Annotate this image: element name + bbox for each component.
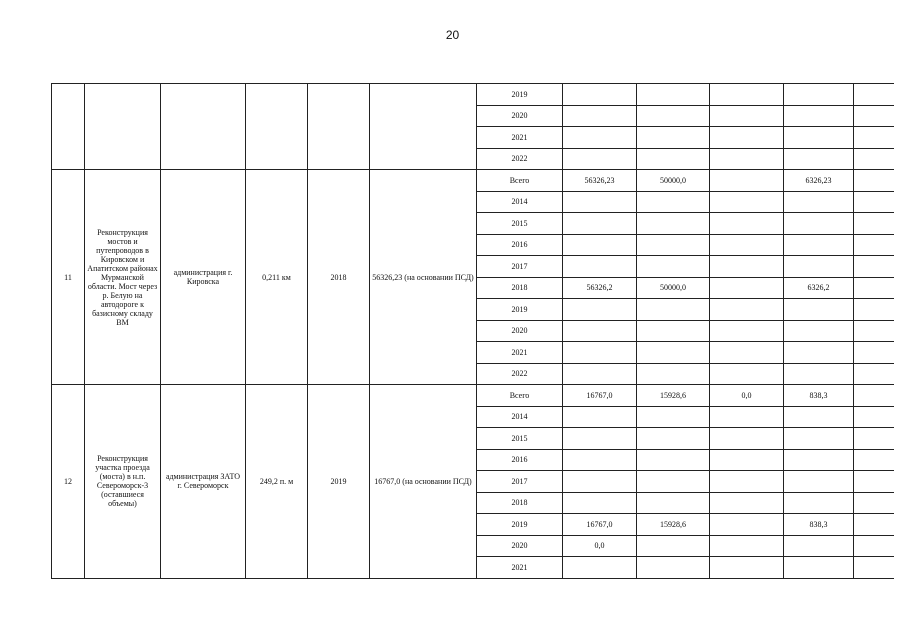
municipal-budget-cell xyxy=(784,127,854,149)
extra-cell xyxy=(854,406,894,428)
extra-cell xyxy=(854,320,894,342)
regional-budget-cell xyxy=(710,234,784,256)
municipal-budget-cell: 838,3 xyxy=(784,385,854,407)
total-cell xyxy=(563,449,637,471)
objects-table xyxy=(51,83,894,579)
regional-budget-cell xyxy=(710,105,784,127)
municipal-budget-cell: 6326,2 xyxy=(784,277,854,299)
regional-budget-cell xyxy=(710,428,784,450)
year-cell: 2021 xyxy=(477,557,563,579)
federal-budget-cell xyxy=(637,320,710,342)
extra-cell xyxy=(854,428,894,450)
table-row xyxy=(52,170,894,192)
extra-cell xyxy=(854,127,894,149)
name-cell xyxy=(85,84,161,170)
regional-budget-cell xyxy=(710,299,784,321)
municipal-budget-cell xyxy=(784,213,854,235)
regional-budget-cell xyxy=(710,148,784,170)
regional-budget-cell xyxy=(710,471,784,493)
federal-budget-cell xyxy=(637,363,710,385)
year-cell: 2022 xyxy=(477,148,563,170)
table-row xyxy=(52,385,894,407)
total-cell xyxy=(563,234,637,256)
year-cell: Всего xyxy=(477,170,563,192)
municipal-budget-cell xyxy=(784,234,854,256)
year-cell: 2020 xyxy=(477,320,563,342)
extra-cell xyxy=(854,535,894,557)
total-cell xyxy=(563,84,637,106)
extra-cell xyxy=(854,234,894,256)
regional-budget-cell: 0,0 xyxy=(710,385,784,407)
municipal-budget-cell xyxy=(784,535,854,557)
extra-cell xyxy=(854,170,894,192)
municipal-budget-cell xyxy=(784,449,854,471)
municipal-budget-cell xyxy=(784,471,854,493)
total-cell: 16767,0 xyxy=(563,385,637,407)
regional-budget-cell xyxy=(710,277,784,299)
total-cell xyxy=(563,342,637,364)
year-cell: 2016 xyxy=(477,234,563,256)
municipal-budget-cell: 838,3 xyxy=(784,514,854,536)
year-cell: 2014 xyxy=(477,191,563,213)
municipal-budget-cell xyxy=(784,406,854,428)
total-cell xyxy=(563,363,637,385)
year-cell: 2015 xyxy=(477,428,563,450)
customer-cell xyxy=(161,84,246,170)
year-cell: 2017 xyxy=(477,256,563,278)
object-capacity: 0,211 км xyxy=(246,170,308,385)
extra-cell xyxy=(854,342,894,364)
regional-budget-cell xyxy=(710,363,784,385)
total-cell xyxy=(563,471,637,493)
municipal-budget-cell xyxy=(784,428,854,450)
year-cell: 2019 xyxy=(477,84,563,106)
federal-budget-cell xyxy=(637,471,710,493)
year-cell: 2015 xyxy=(477,213,563,235)
extra-cell xyxy=(854,105,894,127)
period-cell xyxy=(308,84,370,170)
year-cell: 2021 xyxy=(477,342,563,364)
federal-budget-cell xyxy=(637,105,710,127)
object-number: 12 xyxy=(52,385,85,579)
object-period: 2019 xyxy=(308,385,370,579)
federal-budget-cell xyxy=(637,148,710,170)
year-cell: 2019 xyxy=(477,299,563,321)
federal-budget-cell xyxy=(637,492,710,514)
regional-budget-cell xyxy=(710,514,784,536)
regional-budget-cell xyxy=(710,213,784,235)
total-cell xyxy=(563,406,637,428)
federal-budget-cell xyxy=(637,213,710,235)
extra-cell xyxy=(854,514,894,536)
object-period: 2018 xyxy=(308,170,370,385)
extra-cell xyxy=(854,213,894,235)
cost-cell xyxy=(370,84,477,170)
federal-budget-cell xyxy=(637,535,710,557)
extra-cell xyxy=(854,191,894,213)
year-cell: 2020 xyxy=(477,105,563,127)
object-customer: администрация ЗАТО г. Североморск xyxy=(161,385,246,579)
federal-budget-cell xyxy=(637,406,710,428)
total-cell xyxy=(563,320,637,342)
year-cell: 2017 xyxy=(477,471,563,493)
extra-cell xyxy=(854,299,894,321)
regional-budget-cell xyxy=(710,256,784,278)
regional-budget-cell xyxy=(710,342,784,364)
extra-cell xyxy=(854,492,894,514)
municipal-budget-cell xyxy=(784,191,854,213)
regional-budget-cell xyxy=(710,557,784,579)
total-cell: 56326,2 xyxy=(563,277,637,299)
municipal-budget-cell xyxy=(784,363,854,385)
total-cell: 16767,0 xyxy=(563,514,637,536)
year-cell: 2020 xyxy=(477,535,563,557)
extra-cell xyxy=(854,277,894,299)
extra-cell xyxy=(854,385,894,407)
object-name: Реконструкция мостов и путепроводов в Кировском и Апатитском районах Мурманской области. Мост через р. Белую на автодороге к базисному складу ВМ xyxy=(85,170,161,385)
federal-budget-cell: 15928,6 xyxy=(637,385,710,407)
federal-budget-cell: 50000,0 xyxy=(637,170,710,192)
capacity-cell xyxy=(246,84,308,170)
extra-cell xyxy=(854,256,894,278)
total-cell xyxy=(563,127,637,149)
federal-budget-cell xyxy=(637,191,710,213)
municipal-budget-cell xyxy=(784,557,854,579)
extra-cell xyxy=(854,363,894,385)
federal-budget-cell xyxy=(637,428,710,450)
municipal-budget-cell xyxy=(784,342,854,364)
total-cell xyxy=(563,191,637,213)
total-cell xyxy=(563,256,637,278)
municipal-budget-cell xyxy=(784,84,854,106)
federal-budget-cell xyxy=(637,342,710,364)
municipal-budget-cell xyxy=(784,148,854,170)
federal-budget-cell xyxy=(637,234,710,256)
regional-budget-cell xyxy=(710,492,784,514)
municipal-budget-cell: 6326,23 xyxy=(784,170,854,192)
extra-cell xyxy=(854,84,894,106)
year-cell: 2018 xyxy=(477,277,563,299)
extra-cell xyxy=(854,449,894,471)
year-cell: 2016 xyxy=(477,449,563,471)
object-cost: 56326,23 (на основании ПСД) xyxy=(370,170,477,385)
federal-budget-cell xyxy=(637,256,710,278)
municipal-budget-cell xyxy=(784,105,854,127)
total-cell: 56326,23 xyxy=(563,170,637,192)
regional-budget-cell xyxy=(710,406,784,428)
year-cell: 2022 xyxy=(477,363,563,385)
number-cell xyxy=(52,84,85,170)
total-cell xyxy=(563,492,637,514)
total-cell xyxy=(563,148,637,170)
page-number: 20 xyxy=(445,28,460,42)
extra-cell xyxy=(854,557,894,579)
year-cell: Всего xyxy=(477,385,563,407)
object-cost: 16767,0 (на основании ПСД) xyxy=(370,385,477,579)
table-row xyxy=(52,84,894,106)
federal-budget-cell: 15928,6 xyxy=(637,514,710,536)
federal-budget-cell: 50000,0 xyxy=(637,277,710,299)
federal-budget-cell xyxy=(637,557,710,579)
extra-cell xyxy=(854,148,894,170)
year-cell: 2014 xyxy=(477,406,563,428)
regional-budget-cell xyxy=(710,127,784,149)
regional-budget-cell xyxy=(710,84,784,106)
federal-budget-cell xyxy=(637,449,710,471)
object-name: Реконструкция участка проезда (моста) в н.п. Североморск-3 (оставшиеся объемы) xyxy=(85,385,161,579)
object-customer: администрация г. Кировска xyxy=(161,170,246,385)
total-cell xyxy=(563,557,637,579)
federal-budget-cell xyxy=(637,84,710,106)
regional-budget-cell xyxy=(710,535,784,557)
municipal-budget-cell xyxy=(784,256,854,278)
total-cell: 0,0 xyxy=(563,535,637,557)
municipal-budget-cell xyxy=(784,299,854,321)
regional-budget-cell xyxy=(710,191,784,213)
regional-budget-cell xyxy=(710,170,784,192)
total-cell xyxy=(563,299,637,321)
object-number: 11 xyxy=(52,170,85,385)
federal-budget-cell xyxy=(637,127,710,149)
total-cell xyxy=(563,213,637,235)
year-cell: 2018 xyxy=(477,492,563,514)
municipal-budget-cell xyxy=(784,492,854,514)
year-cell: 2021 xyxy=(477,127,563,149)
regional-budget-cell xyxy=(710,320,784,342)
federal-budget-cell xyxy=(637,299,710,321)
object-capacity: 249,2 п. м xyxy=(246,385,308,579)
extra-cell xyxy=(854,471,894,493)
year-cell: 2019 xyxy=(477,514,563,536)
regional-budget-cell xyxy=(710,449,784,471)
total-cell xyxy=(563,105,637,127)
municipal-budget-cell xyxy=(784,320,854,342)
total-cell xyxy=(563,428,637,450)
